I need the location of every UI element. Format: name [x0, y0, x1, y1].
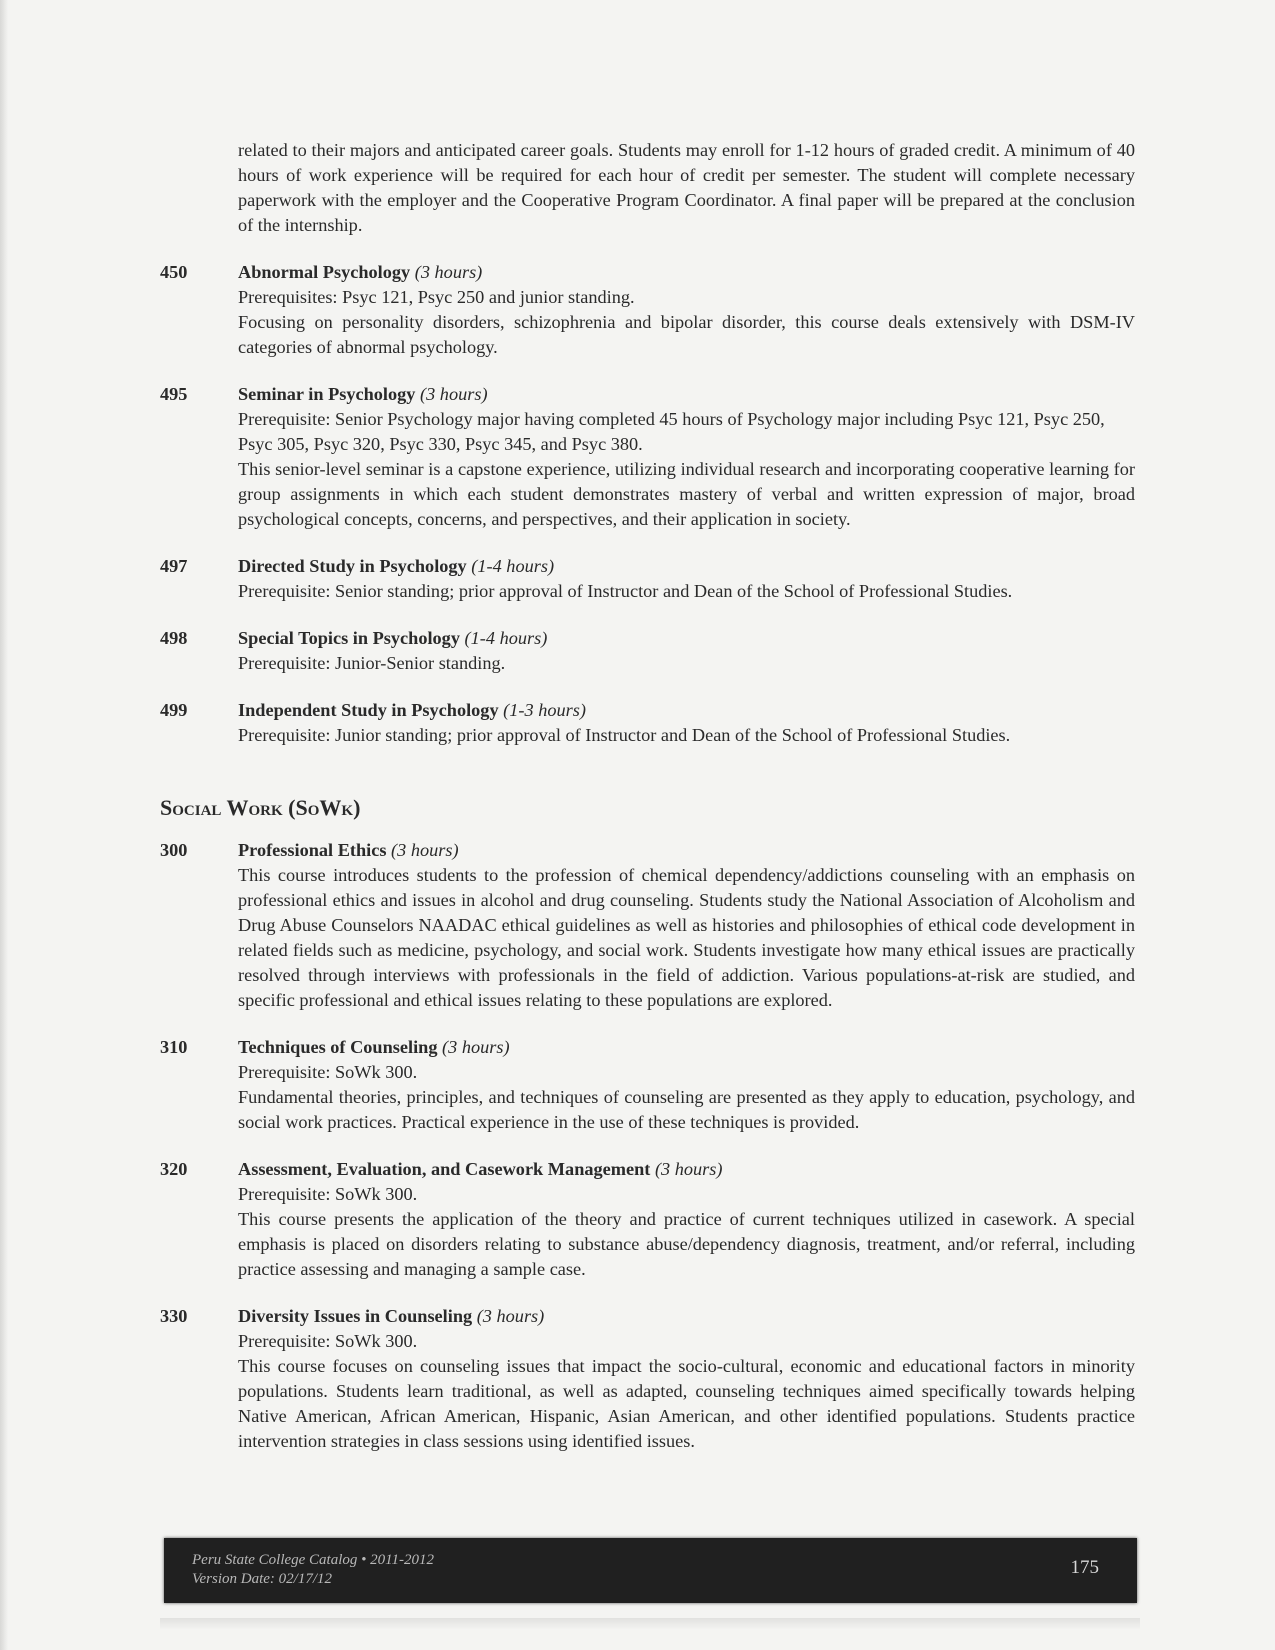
catalog-page-content: [160, 138, 1135, 1454]
course-entry: [160, 1157, 1135, 1282]
course-description: This course introduces students to the profession of chemical dependency/addictions counseling with an emphasis on professional ethics and issues in alcohol and drug counseling. Students study the National Association of Alcoholism and Drug Abuse Counselors NAADAC ethical guidelines as well as histories and philosophies of ethical code development in related fields such as medicine, psychology, and social work. Students investigate how many ethical issues are practically resolved through interviews with professionals in the field of addiction. Various populations-at-risk are studied, and specific professional and ethical issues relating to these populations are explored.: [238, 865, 1135, 1010]
course-number: 497: [160, 556, 188, 576]
course-heading: [238, 1304, 1135, 1329]
section-heading: Social Work (SoWk): [160, 795, 361, 820]
course-number: 499: [160, 700, 188, 720]
course-hours: (3 hours): [414, 262, 483, 282]
course-heading: [238, 838, 1135, 863]
course-prerequisite: Prerequisite: SoWk 300.: [238, 1184, 418, 1204]
footer-catalog-title: Peru State College Catalog • 2011-2012: [192, 1552, 435, 1568]
course-number: 450: [160, 262, 188, 282]
course-heading: [238, 260, 1135, 285]
course-prerequisite: Prerequisite: SoWk 300.: [238, 1331, 418, 1351]
course-title: Special Topics in Psychology: [238, 628, 460, 648]
course-description: Fundamental theories, principles, and techniques of counseling are presented as they apply to education, psychology, and social work practices. Practical experience in the use of these techniques is provided.: [238, 1087, 1135, 1132]
page-number: 175: [1070, 1557, 1099, 1578]
scan-page-edge: [0, 0, 8, 1650]
course-body: [238, 626, 1135, 676]
course-prerequisite: Prerequisite: Junior standing; prior approval of Instructor and Dean of the School of Professional Studies.: [238, 725, 1011, 745]
course-entry: [160, 838, 1135, 1013]
course-title: Abnormal Psychology: [238, 262, 411, 282]
course-number: 330: [160, 1306, 188, 1326]
course-body: [238, 1304, 1135, 1454]
course-number: 310: [160, 1037, 188, 1057]
footer-version-date: Version Date: 02/17/12: [192, 1571, 332, 1587]
course-title: Professional Ethics: [238, 840, 387, 860]
page-footer: [164, 1538, 1137, 1603]
course-description: This senior-level seminar is a capstone experience, utilizing individual research and incorporating cooperative learning for group assignments in which each student demonstrates mastery of verbal and written expression of major, broad psychological concepts, concerns, and perspectives, and their application in society.: [238, 459, 1135, 529]
course-heading: [238, 626, 1135, 651]
course-prerequisite: Prerequisites: Psyc 121, Psyc 250 and junior standing.: [238, 287, 635, 307]
course-title: Independent Study in Psychology: [238, 700, 499, 720]
course-prerequisite: Prerequisite: Senior standing; prior approval of Instructor and Dean of the School of Professional Studies.: [238, 581, 1013, 601]
course-entry: [160, 626, 1135, 676]
course-entry: [160, 1035, 1135, 1135]
course-entry: [160, 554, 1135, 604]
scan-shadow: [160, 1618, 1140, 1630]
course-heading: [238, 1157, 1135, 1182]
course-title: Diversity Issues in Counseling: [238, 1306, 473, 1326]
course-title: Assessment, Evaluation, and Casework Management: [238, 1159, 651, 1179]
course-hours: (3 hours): [476, 1306, 545, 1326]
course-body: [238, 382, 1135, 532]
course-title: Techniques of Counseling: [238, 1037, 438, 1057]
course-entry: [160, 260, 1135, 360]
course-heading: [238, 698, 1135, 723]
course-entry: [160, 382, 1135, 532]
footer-catalog-info: [192, 1551, 434, 1589]
course-body: [238, 554, 1135, 604]
course-hours: (1-3 hours): [503, 700, 586, 720]
course-hours: (3 hours): [442, 1037, 510, 1057]
course-description: This course focuses on counseling issues that impact the socio-cultural, economic and educational factors in minority populations. Students learn traditional, as well as adapted, counseling techniques aimed specifically towards helping Native American, African American, Hispanic, Asian American, and other identified populations. Students practice intervention strategies in class sessions using identified issues.: [238, 1356, 1135, 1451]
course-body: [238, 698, 1135, 748]
course-hours: (3 hours): [654, 1159, 723, 1179]
course-title: Seminar in Psychology: [238, 384, 416, 404]
course-description: Focusing on personality disorders, schizophrenia and bipolar disorder, this course deals extensively with DSM-IV categories of abnormal psychology.: [238, 312, 1135, 357]
intro-paragraph: related to their majors and anticipated career goals. Students may enroll for 1-12 hours of graded credit. A minimum of 40 hours of work experience will be required for each hour of credit per semester. The student will complete necessary paperwork with the employer and the Cooperative Program Coordinator. A final paper will be prepared at the conclusion of the internship.: [238, 140, 1135, 235]
course-number: 495: [160, 384, 188, 404]
course-heading: [238, 554, 1135, 579]
course-number: 320: [160, 1159, 188, 1179]
course-hours: (3 hours): [420, 384, 488, 404]
course-title: Directed Study in Psychology: [238, 556, 467, 576]
course-hours: (3 hours): [391, 840, 459, 860]
course-hours: (1-4 hours): [471, 556, 555, 576]
course-prerequisite: Prerequisite: Senior Psychology major having completed 45 hours of Psychology major including Psyc 121, Psyc 250, Psyc 305, Psyc 320, Psyc 330, Psyc 345, and Psyc 380.: [238, 409, 1105, 454]
course-number: 498: [160, 628, 188, 648]
course-number: 300: [160, 840, 188, 860]
course-body: [238, 1035, 1135, 1135]
course-prerequisite: Prerequisite: SoWk 300.: [238, 1062, 418, 1082]
course-body: [238, 1157, 1135, 1282]
course-prerequisite: Prerequisite: Junior-Senior standing.: [238, 653, 506, 673]
course-description: This course presents the application of the theory and practice of current techniques utilized in casework. A special emphasis is placed on disorders relating to substance abuse/dependency diagnosis, treatment, and/or referral, including practice assessing and managing a sample case.: [238, 1209, 1135, 1279]
course-entry: [160, 698, 1135, 748]
course-heading: [238, 1035, 1135, 1060]
course-hours: (1-4 hours): [464, 628, 548, 648]
course-entry: [160, 1304, 1135, 1454]
course-heading: [238, 382, 1135, 407]
course-body: [238, 838, 1135, 1013]
course-body: [238, 260, 1135, 360]
